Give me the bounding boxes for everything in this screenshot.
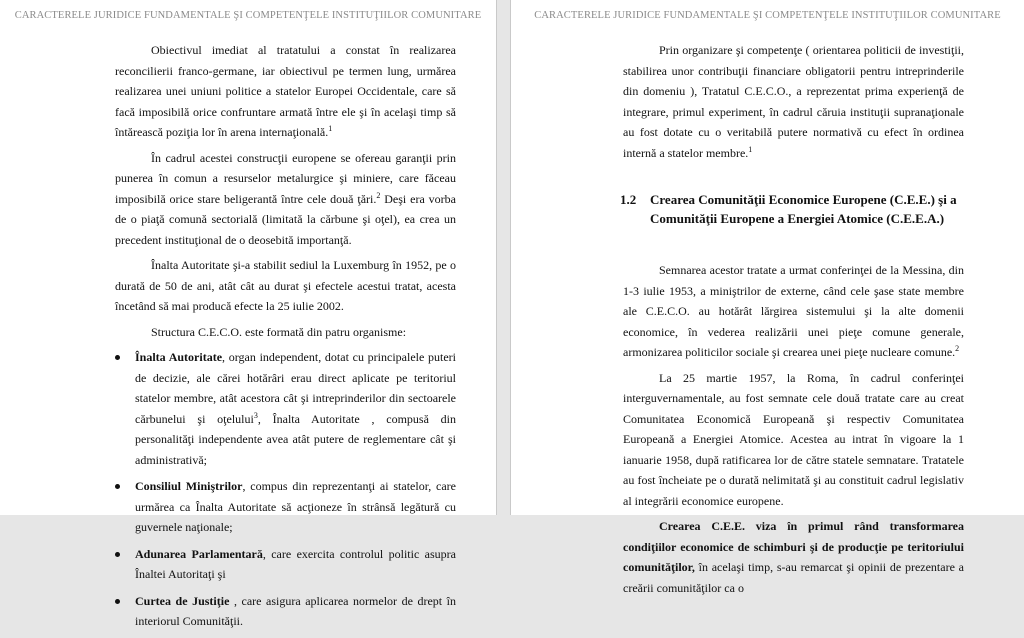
page-body [0, 40, 496, 638]
list-item-term: Consiliul Miniştrilor [135, 479, 243, 493]
footnote-ref[interactable]: 1 [328, 124, 333, 133]
list-item [115, 476, 456, 538]
paragraph-text: Obiectivul imediat al tratatului a constat în realizarea reconcilierii franco-germane, iar obiectivul pe termen lung, urmărea realizarea unei uniuni politice a statelor Europei Occidentale, care să facă imposibilă orice confruntare armată între ele şi în acelaşi timp să întărească poziţia lor în arena internaţională. [115, 43, 456, 139]
paragraph [623, 40, 964, 163]
list-item-text: , care exercita controlul politic asupra Înaltei Autoritaţi şi [135, 546, 457, 581]
document-page-right [510, 0, 1024, 595]
paragraph: Structura C.E.C.O. este formată din patru organisme: [151, 324, 407, 339]
page-body [511, 40, 1024, 603]
section-number: 1.2 [620, 192, 637, 207]
footnote-ref[interactable]: 1 [748, 144, 753, 154]
list-item [115, 544, 456, 585]
bullet-icon [115, 552, 120, 557]
footnote-ref[interactable]: 2 [376, 190, 381, 200]
organisms-list [115, 347, 456, 632]
paragraph [115, 40, 456, 143]
bullet-icon [115, 599, 120, 604]
list-item-text: , compus din reprezentanţi ai statelor, care urmărea ca Înalta Autoritate să acţioneze în strânsă legătură cu guvernele naţionale; [135, 479, 456, 534]
paragraph: La 25 martie 1957, la Roma, în cadrul conferinţei interguvernamentale, au fost semnate cele două tratate care au creat Comunitatea Economică Europeană şi respectiv Comunitatea Europeană a Energiei Atomice. Acestea au intrat în vigoare la 1 ianuarie 1958, după ratificarea lor de către statele semnatare. Tratatele au fost încheiate pe o durată nelimitată şi au constituit cadrul legislativ al integrării economice europene. [623, 370, 964, 508]
paragraph [115, 148, 456, 251]
paragraph: Înalta Autoritate şi-a stabilit sediul la Luxemburg în 1952, pe o durată de 50 de ani, atât cât au durat şi efectele acestui tratat, acesta încetând să mai producă efecte la 25 iulie 2002. [115, 258, 456, 313]
footnote-ref[interactable]: 2 [955, 344, 960, 353]
bullet-icon [115, 484, 120, 489]
list-item-term: Înalta Autoritate [135, 350, 223, 364]
list-item [115, 591, 456, 632]
list-item-text: , Înalta Autoritate , compusă din personalităţi independente avea atât putere de reglementare cât şi administrativă; [135, 411, 457, 467]
paragraph [623, 260, 964, 363]
paragraph [623, 516, 964, 598]
footnote-ref[interactable]: 3 [253, 410, 258, 420]
list-item-term: Curtea de Justiţie [135, 593, 230, 608]
paragraph-text: Deşi era vorba de o piaţă comună sectorială (limitată la cărbune şi oţel), ea crea un precedent instituţional de o deosebită importanţă. [115, 191, 456, 247]
list-item [115, 347, 456, 470]
paragraph-text: Prin organizare şi competenţe ( orientarea politicii de investiţii, stabilirea unor contribuţii financiare obligatorii pentru intreprinderile din domeniu ), Tratatul C.E.C.O., a reprezentat prima experienţă de integrare, primul experiment, în cadrul căruia instituţii supranaţionale au fost dotate cu o veritabilă putere normativă cu efect în ordinea internă a statelor membre. [623, 43, 964, 160]
paragraph-text: În cadrul acestei construcţii europene se ofereau garanţii prin punerea în comun a resurselor metalurgice şi miniere, care făceau imposibilă orice stare beligerantă între cele două ţări. [115, 150, 456, 206]
page-header: CARACTERELE JURIDICE FUNDAMENTALE ŞI COMPETENŢELE INSTITUŢIILOR COMUNITARE [534, 10, 1001, 21]
list-item-text: , organ independent, dotat cu principalele puteri de decizie, ale cărei hotărâri erau direct aplicate pe teritoriul statelor membre, atât acestora cât şi intreprinderilor din sectoarele cărbunelui şi oţelului [135, 350, 457, 426]
paragraph-text: Semnarea acestor tratate a urmat conferinţei de la Messina, din 1-3 iulie 1953, a miniştrilor de externe, când cele şase state membre ale C.E.C.O. au hotărât lărgirea sistemului şi la alte domenii economice, în vederea realizării unei pieţe comune generale, armonizarea politicilor sociale şi crearea unei pieţe nucleare comune. [623, 263, 964, 359]
page-header: CARACTERELE JURIDICE FUNDAMENTALE ŞI COMPETENŢELE INSTITUŢIILOR COMUNITARE [14, 10, 482, 21]
document-page-left [0, 0, 497, 628]
list-item-term: Adunarea Parlamentară [135, 546, 263, 561]
paragraph-bold-text: Crearea C.E.E. viza în primul rând transformarea condiţiilor economice de schimburi şi de producţie pe teritoriului comunităţilor, [623, 519, 964, 574]
list-item-text: , care asigura aplicarea normelor de drept în interiorul Comunităţii. [135, 593, 456, 628]
paragraph-text: în acelaşi timp, s-au remarcat şi opinii de prezentare a creării comunităţilor ca o [623, 560, 964, 595]
bullet-icon [115, 355, 120, 360]
section-heading [620, 190, 964, 228]
section-title: Crearea Comunităţii Economice Europene (C.E.E.) şi a Comunităţii Europene a Energiei Atomice (C.E.E.A.) [650, 192, 957, 226]
